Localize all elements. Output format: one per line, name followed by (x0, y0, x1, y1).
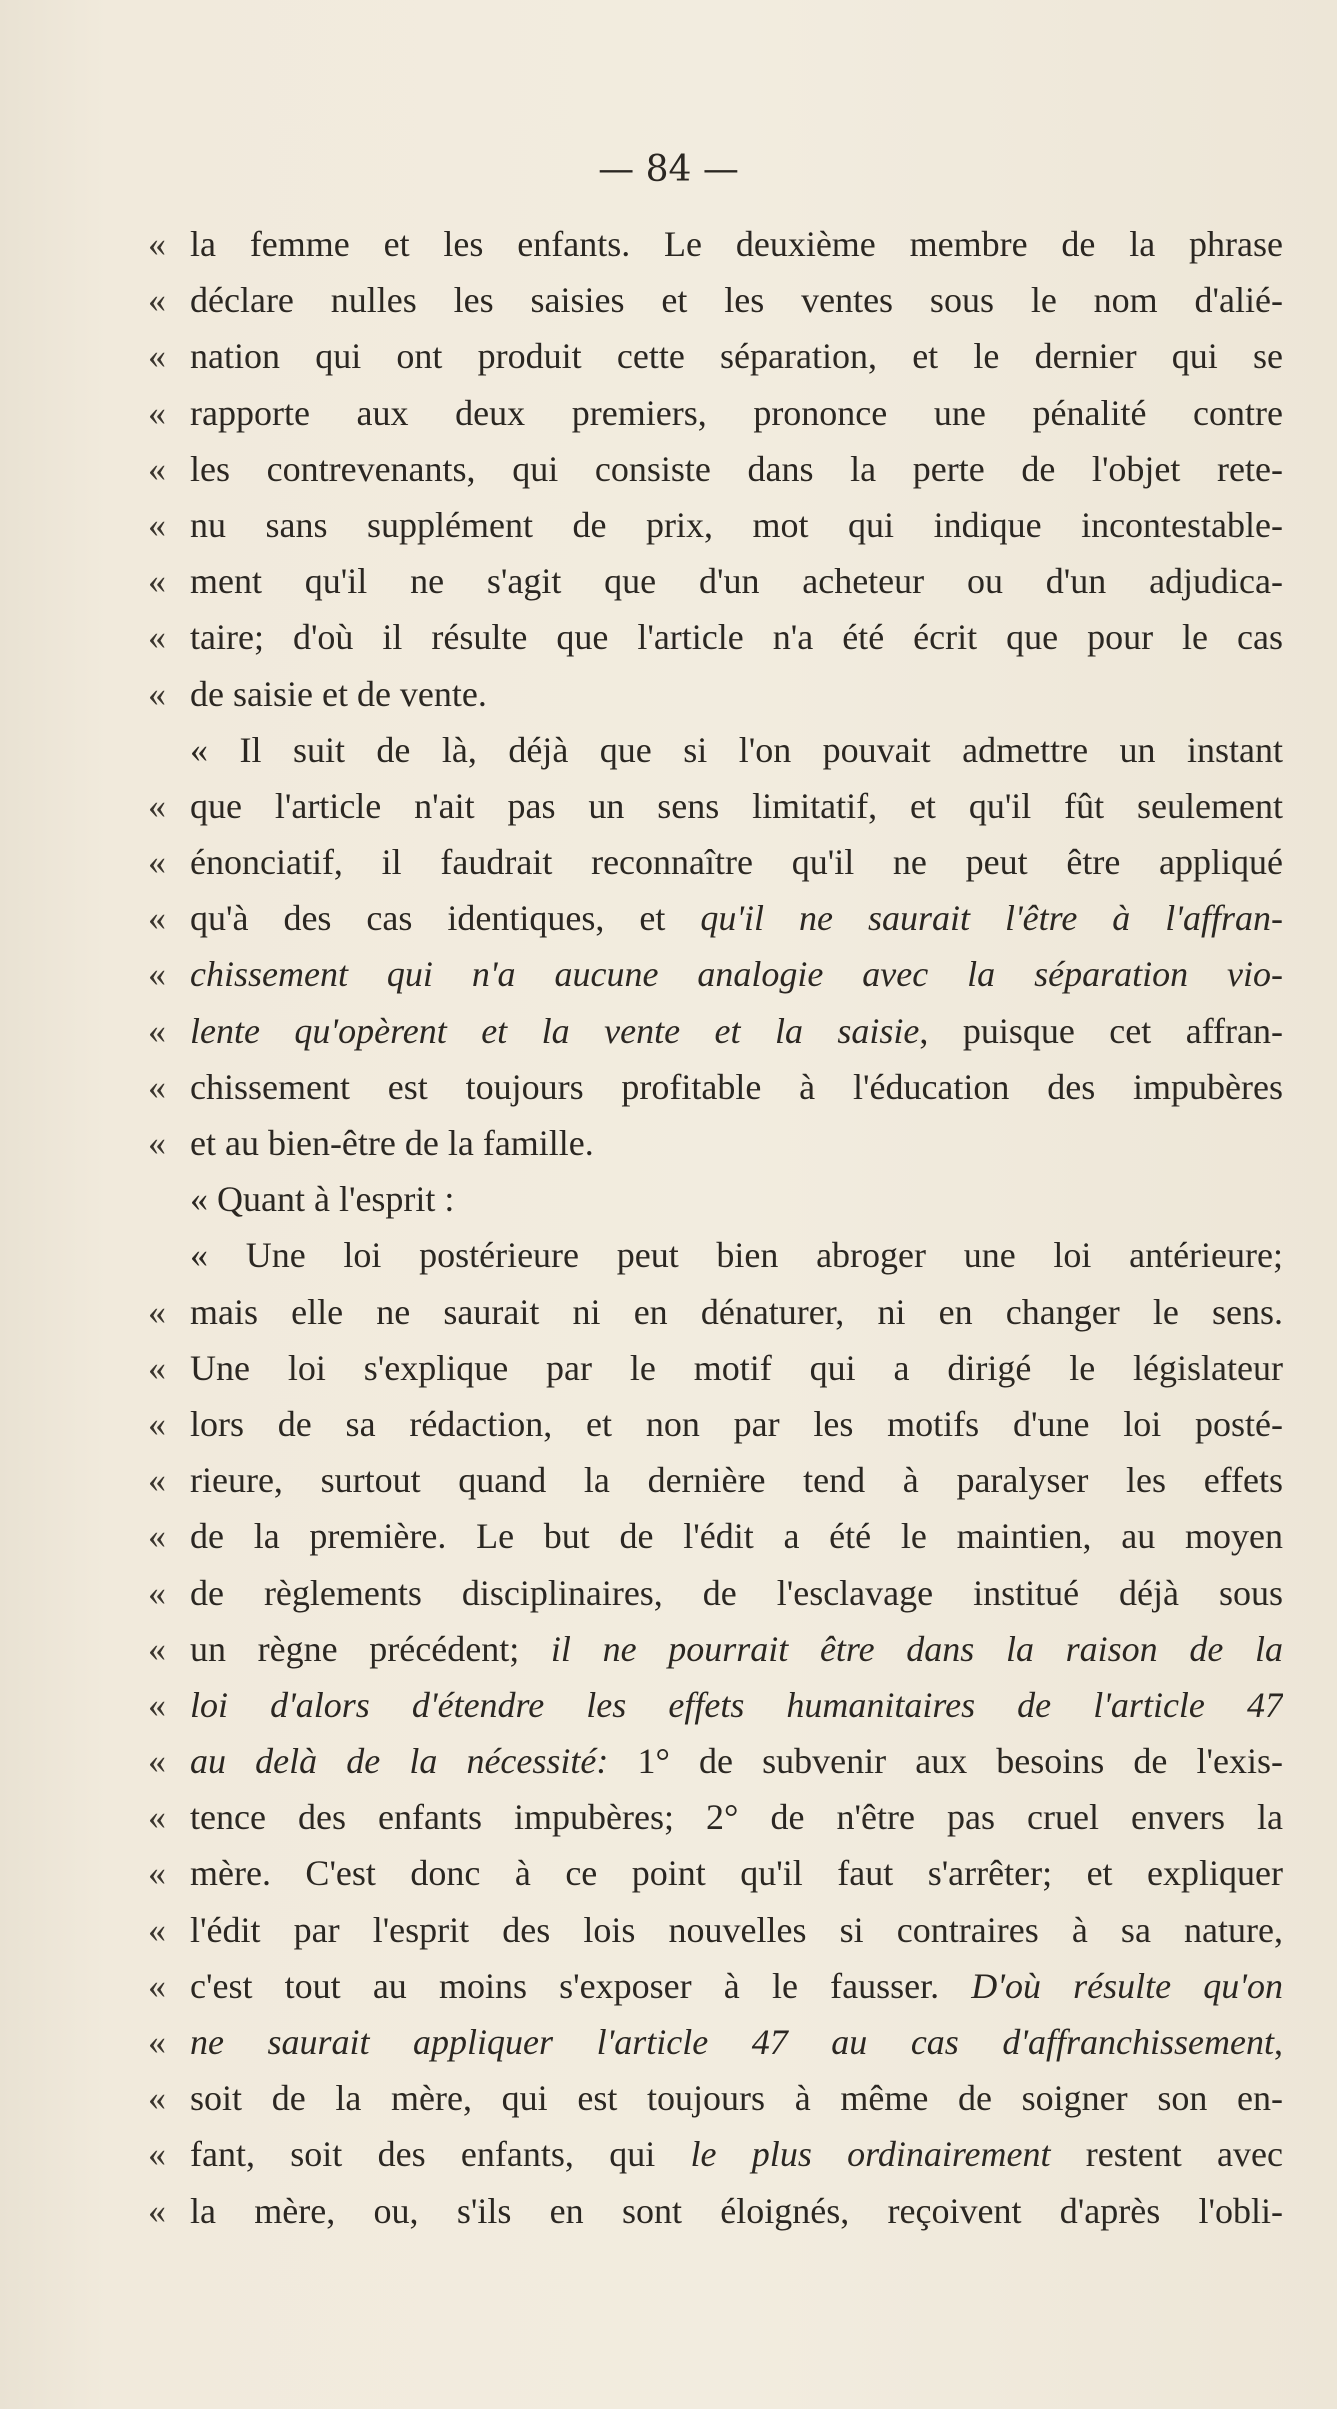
text-line: « ne saurait appliquer l'article 47 au cas d'affranchissement, (148, 2014, 1283, 2070)
quote-mark: « (148, 1965, 166, 2006)
text-line: « qu'à des cas identiques, et qu'il ne saurait l'être à l'affran- (148, 890, 1283, 946)
text-line: « tence des enfants impubères; 2° de n'être pas cruel envers la (148, 1789, 1283, 1845)
page-number: — 84 — (598, 149, 739, 190)
quote-mark: « (148, 1347, 166, 1388)
text-line: « c'est tout au moins s'exposer à le fausser. D'où résulte qu'on (148, 1958, 1283, 2014)
text-line: « nu sans supplément de prix, mot qui indique incontestable- (148, 497, 1283, 553)
text-line: « nation qui ont produit cette séparation, et le dernier qui se (148, 328, 1283, 384)
quote-mark: « (148, 504, 166, 545)
text-line: « loi d'alors d'étendre les effets humanitaires de l'article 47 (148, 1677, 1283, 1733)
text-line: « rapporte aux deux premiers, prononce une pénalité contre (148, 385, 1283, 441)
text-line: « déclare nulles les saisies et les ventes sous le nom d'alié- (148, 272, 1283, 328)
text-line: « soit de la mère, qui est toujours à même de soigner son en- (148, 2070, 1283, 2126)
text-line: « Il suit de là, déjà que si l'on pouvait admettre un instant (148, 722, 1283, 778)
quote-mark: « (148, 2190, 166, 2231)
text-line: « au delà de la nécessité: 1° de subvenir aux besoins de l'exis- (148, 1733, 1283, 1789)
quote-mark: « (148, 2022, 166, 2062)
quote-mark: « (148, 1403, 166, 1444)
quote-mark: « (148, 842, 166, 883)
quote-mark: « (148, 1460, 166, 1501)
quote-mark: « (148, 1572, 166, 1613)
text-line: « la mère, ou, s'ils en sont éloignés, reçoivent d'après l'obli- (148, 2183, 1283, 2239)
quote-mark: « (148, 1797, 166, 1838)
quote-mark: « (148, 954, 166, 995)
quote-mark: « (148, 561, 166, 602)
quote-mark: « (148, 1909, 166, 1950)
quote-mark: « (148, 1853, 166, 1894)
paragraph-indent (148, 1227, 190, 1283)
paragraph-indent (148, 1171, 190, 1227)
text-line: « un règne précédent; il ne pourrait être dans la raison de la (148, 1621, 1283, 1677)
quote-mark: « (148, 2134, 166, 2175)
text-line: « que l'article n'ait pas un sens limitatif, et qu'il fût seulement (148, 778, 1283, 834)
text-line: « Quant à l'esprit : (148, 1171, 1283, 1227)
quote-mark: « (148, 1066, 166, 1107)
text-line: « de règlements disciplinaires, de l'esclavage institué déjà sous (148, 1565, 1283, 1621)
text-line: « mère. C'est donc à ce point qu'il faut s'arrêter; et expliquer (148, 1845, 1283, 1901)
text-line: « rieure, surtout quand la dernière tend à paralyser les effets (148, 1452, 1283, 1508)
text-line: « mais elle ne saurait ni en dénaturer, ni en changer le sens. (148, 1284, 1283, 1340)
quote-mark: « (148, 280, 166, 321)
quote-mark: « (148, 1516, 166, 1557)
quote-mark: « (148, 898, 166, 939)
text-line: « ment qu'il ne s'agit que d'un acheteur ou d'un adjudica- (148, 553, 1283, 609)
text-line: « de saisie et de vente. (148, 666, 1283, 722)
text-line: « énonciatif, il faudrait reconnaître qu'il ne peut être appliqué (148, 834, 1283, 890)
quote-mark: « (148, 1684, 166, 1725)
text-line: « taire; d'où il résulte que l'article n'a été écrit que pour le cas (148, 609, 1283, 665)
paragraph-indent (148, 722, 190, 778)
text-line: « lors de sa rédaction, et non par les motifs d'une loi posté- (148, 1396, 1283, 1452)
quote-mark: « (148, 392, 166, 433)
quote-mark: « (148, 1741, 166, 1782)
quote-mark: « (148, 617, 166, 658)
quote-mark: « (148, 1010, 166, 1051)
text-line: « et au bien-être de la famille. (148, 1115, 1283, 1171)
text-line: « la femme et les enfants. Le deuxième membre de la phrase (148, 216, 1283, 272)
quote-mark: « (148, 336, 166, 377)
body-text (148, 216, 1283, 2239)
quote-mark: « (148, 448, 166, 489)
text-line: « de la première. Le but de l'édit a été le maintien, au moyen (148, 1508, 1283, 1564)
quote-mark: « (148, 224, 166, 264)
text-line: « chissement est toujours profitable à l'éducation des impubères (148, 1059, 1283, 1115)
quote-mark: « (148, 1291, 166, 1332)
quote-mark: « (148, 1628, 166, 1669)
text-line: « Une loi s'explique par le motif qui a dirigé le législateur (148, 1340, 1283, 1396)
text-line: « fant, soit des enfants, qui le plus ordinairement restent avec (148, 2126, 1283, 2182)
quote-mark: « (148, 1123, 166, 1163)
quote-mark: « (148, 2078, 166, 2119)
quote-mark: « (148, 785, 166, 826)
text-line: « l'édit par l'esprit des lois nouvelles si contraires à sa nature, (148, 1902, 1283, 1958)
text-line: « Une loi postérieure peut bien abroger une loi antérieure; (148, 1227, 1283, 1283)
text-line: « les contrevenants, qui consiste dans la perte de l'objet rete- (148, 441, 1283, 497)
text-line: « lente qu'opèrent et la vente et la saisie, puisque cet affran- (148, 1003, 1283, 1059)
text-line: « chissement qui n'a aucune analogie avec la séparation vio- (148, 946, 1283, 1002)
quote-mark: « (148, 673, 166, 714)
